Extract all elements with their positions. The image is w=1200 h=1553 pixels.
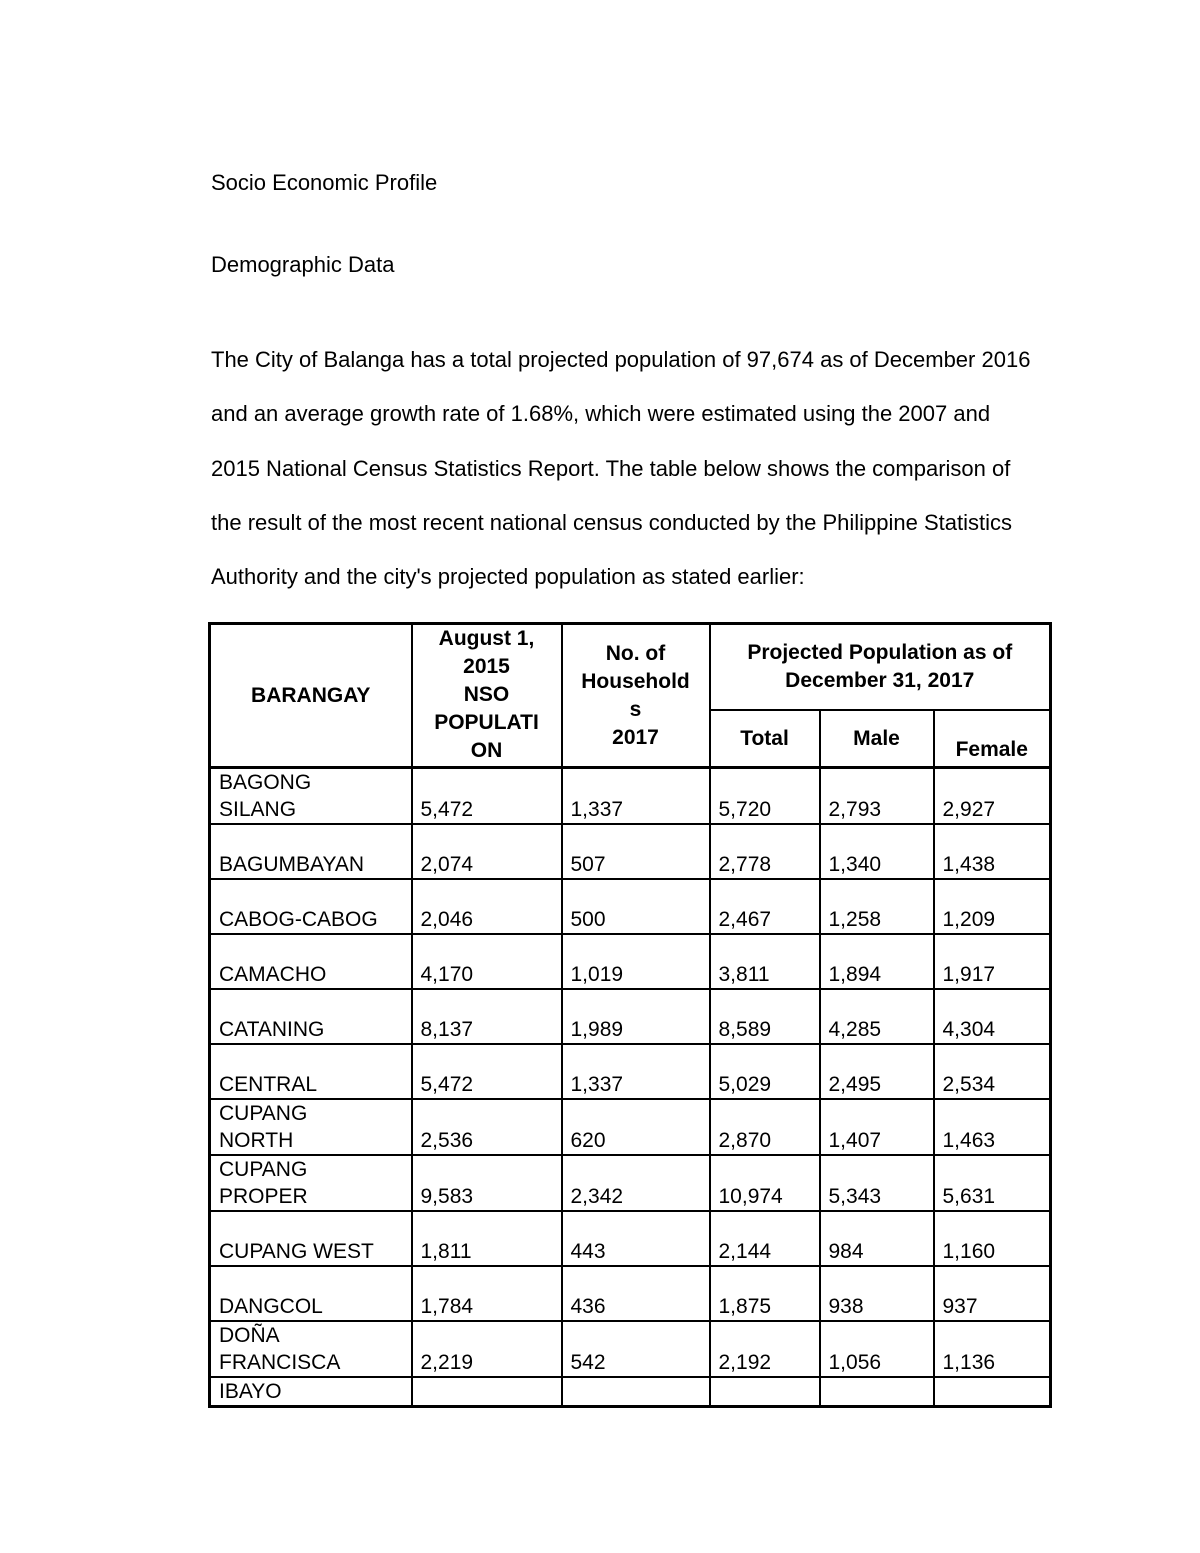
cell-nso: 1,811 — [412, 1211, 562, 1266]
barangay-name-line: CUPANG — [219, 1158, 308, 1181]
cell-nso: 1,784 — [412, 1266, 562, 1321]
cell-households: 542 — [562, 1321, 710, 1377]
cell-male: 2,495 — [820, 1044, 934, 1099]
cell-female: 1,209 — [934, 879, 1051, 934]
barangay-name-line: BAGUMBAYAN — [219, 853, 365, 876]
cell-female — [934, 1377, 1051, 1407]
barangay-name-line: CAMACHO — [219, 963, 327, 986]
cell-households: 1,337 — [562, 1044, 710, 1099]
cell-female: 4,304 — [934, 989, 1051, 1044]
cell-total: 2,870 — [710, 1099, 820, 1155]
table-body — [210, 768, 1051, 1407]
barangay-name-line: DOÑA — [219, 1324, 280, 1347]
barangay-name — [210, 1377, 412, 1407]
table-row — [210, 1321, 1051, 1377]
cell-households: 1,337 — [562, 768, 710, 825]
cell-total: 5,029 — [710, 1044, 820, 1099]
barangay-name-line: CUPANG — [219, 1102, 308, 1125]
table-header-row — [210, 624, 1051, 711]
header-total: Total — [710, 710, 820, 768]
cell-households — [562, 1377, 710, 1407]
section-heading: Demographic Data — [211, 252, 395, 277]
barangay-name-line: CATANING — [219, 1018, 325, 1041]
table-row — [210, 1377, 1051, 1407]
table-row — [210, 1211, 1051, 1266]
cell-total: 3,811 — [710, 934, 820, 989]
header-nso-population — [412, 624, 562, 768]
table-row — [210, 934, 1051, 989]
barangay-name-line: CENTRAL — [219, 1073, 318, 1096]
cell-households: 436 — [562, 1266, 710, 1321]
header-female: Female — [934, 710, 1051, 768]
barangay-name — [210, 879, 412, 934]
header-line: August 1, — [438, 627, 535, 650]
table-row — [210, 824, 1051, 879]
cell-total: 2,192 — [710, 1321, 820, 1377]
header-line: s — [629, 697, 642, 721]
cell-households: 2,342 — [562, 1155, 710, 1211]
barangay-name-line: NORTH — [219, 1129, 294, 1152]
cell-male: 984 — [820, 1211, 934, 1266]
cell-nso: 2,046 — [412, 879, 562, 934]
cell-nso: 8,137 — [412, 989, 562, 1044]
cell-male: 1,407 — [820, 1099, 934, 1155]
barangay-name-line: PROPER — [219, 1185, 308, 1208]
cell-nso — [412, 1377, 562, 1407]
table-row — [210, 989, 1051, 1044]
paragraph-line: The City of Balanga has a total projected population of 97,674 as of December 2016 — [211, 347, 1031, 372]
barangay-name — [210, 1266, 412, 1321]
barangay-name — [210, 934, 412, 989]
cell-total: 2,144 — [710, 1211, 820, 1266]
cell-total: 8,589 — [710, 989, 820, 1044]
cell-nso: 5,472 — [412, 1044, 562, 1099]
header-line: POPULATI — [434, 711, 539, 734]
paragraph-line: the result of the most recent national census conducted by the Philippine Statistics — [211, 509, 1013, 535]
header-line: NSO — [463, 683, 510, 706]
paragraph-line: Authority and the city's projected population as stated earlier: — [211, 564, 805, 590]
barangay-name-line: FRANCISCA — [219, 1351, 341, 1374]
cell-female: 937 — [934, 1266, 1051, 1321]
cell-female: 1,917 — [934, 934, 1051, 989]
barangay-name-line: IBAYO — [219, 1380, 282, 1403]
cell-female: 2,534 — [934, 1044, 1051, 1099]
table-row — [210, 1099, 1051, 1155]
cell-total: 5,720 — [710, 768, 820, 825]
paragraph-line: 2015 National Census Statistics Report. The table below shows the comparison of — [211, 455, 1011, 481]
cell-male — [820, 1377, 934, 1407]
cell-nso: 9,583 — [412, 1155, 562, 1211]
barangay-name — [210, 1321, 412, 1377]
cell-female: 1,160 — [934, 1211, 1051, 1266]
barangay-name — [210, 1155, 412, 1211]
cell-households: 507 — [562, 824, 710, 879]
cell-nso: 4,170 — [412, 934, 562, 989]
cell-total: 2,778 — [710, 824, 820, 879]
cell-total: 1,875 — [710, 1266, 820, 1321]
table-row — [210, 1155, 1051, 1211]
population-table — [208, 622, 1052, 1408]
cell-households: 500 — [562, 879, 710, 934]
cell-female: 1,463 — [934, 1099, 1051, 1155]
cell-nso: 2,074 — [412, 824, 562, 879]
barangay-name-line: DANGCOL — [219, 1295, 323, 1318]
cell-households: 1,019 — [562, 934, 710, 989]
header-households — [562, 624, 710, 768]
cell-total — [710, 1377, 820, 1407]
cell-male: 938 — [820, 1266, 934, 1321]
cell-male: 4,285 — [820, 989, 934, 1044]
table-row — [210, 1044, 1051, 1099]
barangay-name — [210, 768, 412, 825]
barangay-name-line: CABOG-CABOG — [219, 908, 378, 931]
header-barangay: BARANGAY — [210, 624, 412, 768]
barangay-name-line: SILANG — [219, 798, 297, 821]
barangay-name — [210, 1099, 412, 1155]
cell-nso: 2,219 — [412, 1321, 562, 1377]
page-title: Socio Economic Profile — [211, 170, 438, 195]
cell-households: 1,989 — [562, 989, 710, 1044]
cell-households: 443 — [562, 1211, 710, 1266]
cell-male: 1,258 — [820, 879, 934, 934]
table-row — [210, 1266, 1051, 1321]
header-line: 2015 — [463, 655, 510, 678]
cell-male: 2,793 — [820, 768, 934, 825]
cell-female: 5,631 — [934, 1155, 1051, 1211]
table-row — [210, 768, 1051, 825]
cell-female: 2,927 — [934, 768, 1051, 825]
cell-female: 1,136 — [934, 1321, 1051, 1377]
barangay-name — [210, 1044, 412, 1099]
cell-total: 10,974 — [710, 1155, 820, 1211]
header-line: 2017 — [612, 725, 659, 749]
cell-male: 1,056 — [820, 1321, 934, 1377]
barangay-name — [210, 1211, 412, 1266]
header-line: Household — [581, 669, 690, 693]
cell-households: 620 — [562, 1099, 710, 1155]
cell-nso: 2,536 — [412, 1099, 562, 1155]
header-line: ON — [470, 739, 503, 762]
cell-male: 1,340 — [820, 824, 934, 879]
intro-paragraph — [211, 333, 1111, 604]
barangay-name-line: BAGONG — [219, 771, 312, 794]
table-row — [210, 879, 1051, 934]
paragraph-line: and an average growth rate of 1.68%, which were estimated using the 2007 and — [211, 401, 991, 427]
cell-male: 1,894 — [820, 934, 934, 989]
cell-male: 5,343 — [820, 1155, 934, 1211]
header-line: No. of — [605, 641, 666, 665]
cell-total: 2,467 — [710, 879, 820, 934]
barangay-name — [210, 989, 412, 1044]
barangay-name-line: CUPANG WEST — [219, 1240, 374, 1263]
cell-female: 1,438 — [934, 824, 1051, 879]
header-male: Male — [820, 710, 934, 768]
header-projected-population: Projected Population as of December 31, 2017 — [710, 624, 1051, 711]
barangay-name — [210, 824, 412, 879]
cell-nso: 5,472 — [412, 768, 562, 825]
